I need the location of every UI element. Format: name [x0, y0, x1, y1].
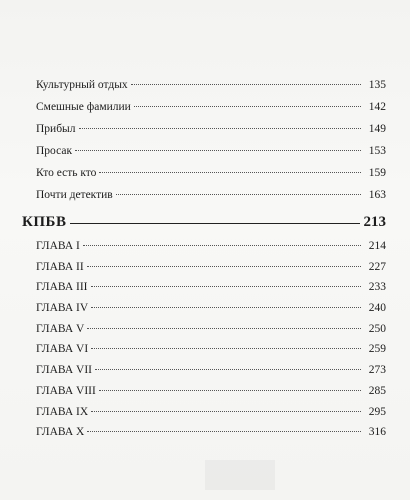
- chapter-page: 316: [368, 426, 386, 439]
- contents-entry: [36, 167, 386, 189]
- dot-leader: [95, 369, 361, 370]
- chapter-title: ГЛАВА VII: [36, 364, 92, 377]
- contents-list: [36, 79, 386, 211]
- chapter-page: 295: [368, 405, 386, 418]
- dot-leader: [87, 431, 361, 432]
- chapter-page: 214: [368, 240, 386, 252]
- chapter-page: 250: [368, 322, 386, 335]
- show-through-mark: [205, 460, 275, 490]
- dot-leader: [83, 245, 361, 246]
- chapter-entry: [36, 281, 386, 302]
- entry-page: 153: [368, 145, 386, 157]
- contents-entry: [36, 123, 386, 145]
- entry-page: 135: [368, 79, 386, 91]
- chapter-page: 259: [368, 343, 386, 356]
- dot-leader: [91, 348, 361, 349]
- chapter-entry: [36, 240, 386, 261]
- chapter-title: ГЛАВА II: [36, 260, 84, 273]
- chapter-entry: [36, 302, 386, 323]
- chapter-list: [36, 240, 386, 447]
- chapter-title: ГЛАВА V: [36, 322, 85, 335]
- dot-leader: [99, 172, 361, 173]
- dot-leader: [99, 390, 361, 391]
- chapter-title: ГЛАВА III: [36, 281, 88, 294]
- contents-entry: [36, 79, 386, 101]
- entry-title: Прибыл: [36, 123, 76, 135]
- chapter-page: 285: [368, 384, 386, 397]
- section-page: 213: [363, 214, 386, 230]
- chapter-title: ГЛАВА I: [36, 240, 80, 252]
- dot-leader: [131, 84, 361, 85]
- chapter-title: ГЛАВА VI: [36, 343, 89, 356]
- entry-title: Почти детектив: [36, 189, 113, 201]
- entry-page: 159: [368, 167, 386, 179]
- chapter-entry: [36, 406, 386, 427]
- dot-leader: [91, 411, 361, 412]
- entry-title: Просак: [36, 145, 73, 157]
- chapter-entry: [36, 385, 386, 406]
- chapter-entry: [36, 343, 386, 364]
- chapter-entry: [36, 426, 386, 447]
- section-title: КПБВ: [22, 214, 67, 230]
- chapter-entry: [36, 364, 386, 385]
- dot-leader: [87, 266, 361, 267]
- entry-page: 163: [368, 189, 386, 201]
- dot-leader: [79, 128, 361, 129]
- contents-section: [22, 214, 386, 447]
- chapter-page: 227: [368, 260, 386, 273]
- entry-title: Кто есть кто: [36, 167, 97, 179]
- chapter-page: 233: [368, 281, 386, 294]
- entry-title: Культурный отдых: [36, 79, 128, 91]
- dot-leader: [75, 150, 361, 151]
- section-heading: [22, 214, 386, 240]
- dot-leader: [87, 328, 361, 329]
- dot-leader: [91, 286, 361, 287]
- contents-entry: [36, 101, 386, 123]
- chapter-title: ГЛАВА X: [36, 426, 85, 439]
- chapter-title: ГЛАВА IV: [36, 302, 89, 315]
- chapter-entry: [36, 261, 386, 282]
- dot-leader: [116, 194, 361, 195]
- dot-leader: [134, 106, 361, 107]
- section-leader: [70, 223, 359, 224]
- entry-page: 149: [368, 123, 386, 135]
- chapter-page: 273: [368, 364, 386, 377]
- contents-entry: [36, 189, 386, 211]
- chapter-title: ГЛАВА IX: [36, 405, 89, 418]
- chapter-title: ГЛАВА VIII: [36, 384, 96, 397]
- chapter-entry: [36, 323, 386, 344]
- entry-title: Смешные фамилии: [36, 101, 131, 113]
- dot-leader: [91, 307, 361, 308]
- contents-entry: [36, 145, 386, 167]
- chapter-page: 240: [368, 302, 386, 315]
- entry-page: 142: [368, 101, 386, 113]
